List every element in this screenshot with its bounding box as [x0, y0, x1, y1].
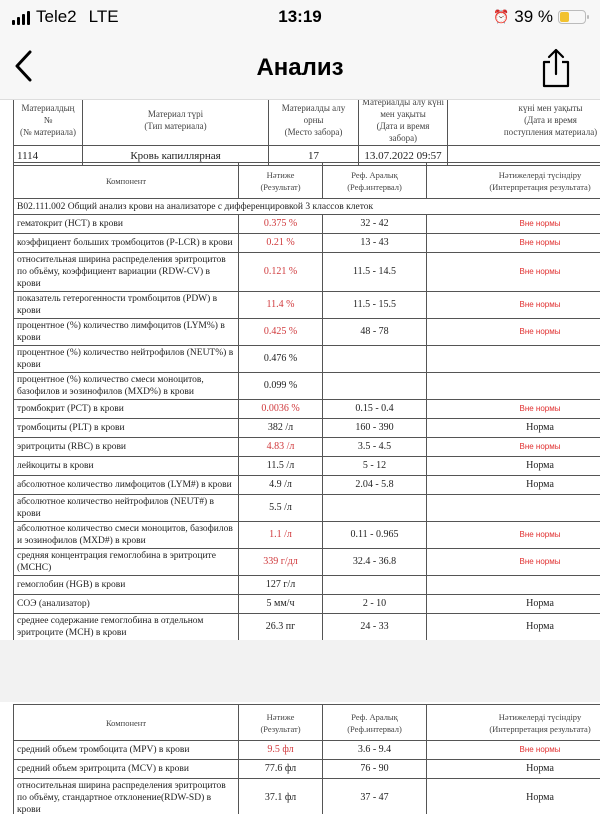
document-page-2[interactable]: [0, 702, 600, 814]
table-row: [14, 346, 600, 373]
component-name: среднее содержание гемоглобина в отдельном эритроците (MCH) в крови: [14, 614, 239, 641]
table-row: [14, 253, 600, 292]
reference-range: 0.15 - 0.4: [323, 400, 427, 419]
component-name: средний объем тромбоцита (MPV) в крови: [14, 741, 239, 760]
reference-range: [323, 495, 427, 522]
results-table-2: [13, 704, 600, 814]
navigation-bar: [0, 34, 600, 100]
column-header: Нәтиже (Результат): [239, 705, 323, 741]
reference-range: 76 - 90: [323, 760, 427, 779]
material-value-cell: 13.07.2022 09:57: [359, 146, 448, 166]
result-value: 0.425 %: [239, 319, 323, 346]
interpretation: [427, 576, 600, 595]
component-name: средняя концентрация гемоглобина в эритроците (MCHC): [14, 549, 239, 576]
component-name: средний объем эритроцита (MCV) в крови: [14, 760, 239, 779]
reference-range: 0.11 - 0.965: [323, 522, 427, 549]
reference-range: 3.5 - 4.5: [323, 438, 427, 457]
table-row: [14, 215, 600, 234]
component-name: эритроциты (RBC) в крови: [14, 438, 239, 457]
interpretation: Вне нормы: [427, 319, 600, 346]
component-name: лейкоциты в крови: [14, 457, 239, 476]
page-title: Анализ: [256, 54, 344, 81]
column-header: Нәтиже (Результат): [239, 163, 323, 199]
interpretation: Норма: [427, 760, 600, 779]
result-value: 1.1 /л: [239, 522, 323, 549]
component-name: гематокрит (HCT) в крови: [14, 215, 239, 234]
battery-icon: [558, 10, 586, 24]
reference-range: 11.5 - 15.5: [323, 292, 427, 319]
carrier: Tele2: [36, 7, 77, 26]
reference-range: 2.04 - 5.8: [323, 476, 427, 495]
table-row: [14, 476, 600, 495]
result-value: 0.375 %: [239, 215, 323, 234]
page-separator: [0, 640, 600, 702]
material-header-cell: Материалды алу орны (Место забора): [269, 100, 359, 146]
result-value: 339 г/дл: [239, 549, 323, 576]
interpretation: [427, 373, 600, 400]
reference-range: 32.4 - 36.8: [323, 549, 427, 576]
reference-range: 11.5 - 14.5: [323, 253, 427, 292]
material-header-cell: Материалдың № (№ материала): [14, 100, 83, 146]
reference-range: 32 - 42: [323, 215, 427, 234]
interpretation: Норма: [427, 476, 600, 495]
result-value: 0.476 %: [239, 346, 323, 373]
column-header: Компонент: [14, 705, 239, 741]
column-header: Нәтижелерді түсіндіру (Интерпретация результата): [427, 705, 600, 741]
interpretation: Вне нормы: [427, 253, 600, 292]
material-value-cell: Кровь капиллярная: [83, 146, 269, 166]
interpretation: Норма: [427, 595, 600, 614]
reference-range: [323, 346, 427, 373]
table-row: [14, 760, 600, 779]
table-row: [14, 522, 600, 549]
table-row: [14, 495, 600, 522]
result-value: 0.099 %: [239, 373, 323, 400]
interpretation: [427, 346, 600, 373]
material-table: [13, 100, 600, 166]
network-type: LTE: [88, 7, 119, 26]
result-value: 4.9 /л: [239, 476, 323, 495]
alarm-icon: ⏰: [493, 9, 510, 24]
table-row: [14, 576, 600, 595]
table-row: [14, 234, 600, 253]
material-header-cell: күні мен уақыты (Дата и время поступления материала): [448, 100, 600, 146]
result-value: 77.6 фл: [239, 760, 323, 779]
table-row: [14, 457, 600, 476]
material-value-cell: 1114: [14, 146, 83, 166]
reference-range: 37 - 47: [323, 779, 427, 814]
result-value: 11.5 /л: [239, 457, 323, 476]
reference-range: 5 - 12: [323, 457, 427, 476]
result-value: 382 /л: [239, 419, 323, 438]
result-value: 5 мм/ч: [239, 595, 323, 614]
document-view[interactable]: [0, 100, 600, 640]
table-row: [14, 373, 600, 400]
table-row: [14, 319, 600, 346]
component-name: гемоглобин (HGB) в крови: [14, 576, 239, 595]
battery-percent: 39 %: [514, 7, 553, 26]
table-row: [14, 438, 600, 457]
table-row: [14, 549, 600, 576]
table-row: [14, 614, 600, 641]
component-name: СОЭ (анализатор): [14, 595, 239, 614]
material-header-cell: Материалды алу күні мен уақыты (Дата и время забора): [359, 100, 448, 146]
interpretation: Вне нормы: [427, 400, 600, 419]
interpretation: Вне нормы: [427, 215, 600, 234]
interpretation: Вне нормы: [427, 741, 600, 760]
table-row: [14, 400, 600, 419]
component-name: абсолютное количество лимфоцитов (LYM#) в крови: [14, 476, 239, 495]
table-row: [14, 741, 600, 760]
column-header: Нәтижелерді түсіндіру (Интерпретация результата): [427, 163, 600, 199]
table-row: [14, 595, 600, 614]
interpretation: Вне нормы: [427, 522, 600, 549]
reference-range: 13 - 43: [323, 234, 427, 253]
interpretation: Норма: [427, 614, 600, 641]
interpretation: Вне нормы: [427, 438, 600, 457]
result-value: 11.4 %: [239, 292, 323, 319]
reference-range: 24 - 33: [323, 614, 427, 641]
table-row: [14, 292, 600, 319]
component-name: абсолютное количество нейтрофилов (NEUT#) в крови: [14, 495, 239, 522]
component-name: тромбокрит (PCT) в крови: [14, 400, 239, 419]
result-value: 0.21 %: [239, 234, 323, 253]
reference-range: 2 - 10: [323, 595, 427, 614]
result-value: 5.5 /л: [239, 495, 323, 522]
interpretation: Норма: [427, 419, 600, 438]
component-name: процентное (%) количество лимфоцитов (LYM%) в крови: [14, 319, 239, 346]
result-value: 9.5 фл: [239, 741, 323, 760]
share-icon[interactable]: [540, 48, 572, 88]
result-value: 0.0036 %: [239, 400, 323, 419]
component-name: процентное (%) количество смеси моноцитов, базофилов и эозинофилов (MXD%) в крови: [14, 373, 239, 400]
interpretation: [427, 495, 600, 522]
material-header-cell: Материал түрі (Тип материала): [83, 100, 269, 146]
interpretation: Норма: [427, 457, 600, 476]
interpretation: Вне нормы: [427, 549, 600, 576]
component-name: коэффициент больших тромбоцитов (P-LCR) в крови: [14, 234, 239, 253]
reference-range: 160 - 390: [323, 419, 427, 438]
clock: 13:19: [278, 7, 322, 26]
result-value: 0.121 %: [239, 253, 323, 292]
component-name: абсолютное количество смеси моноцитов, базофилов и эозинофилов (MXD#) в крови: [14, 522, 239, 549]
column-header: Реф. Аралық (Реф.интервал): [323, 163, 427, 199]
result-value: 4.83 /л: [239, 438, 323, 457]
material-value-cell: 17: [269, 146, 359, 166]
column-header: Реф. Аралық (Реф.интервал): [323, 705, 427, 741]
reference-range: [323, 373, 427, 400]
status-bar: [0, 0, 600, 34]
table-row: [14, 419, 600, 438]
reference-range: 48 - 78: [323, 319, 427, 346]
result-value: 37.1 фл: [239, 779, 323, 814]
reference-range: 3.6 - 9.4: [323, 741, 427, 760]
component-name: показатель гетерогенности тромбоцитов (PDW) в крови: [14, 292, 239, 319]
component-name: относительная ширина распределения эритроцитов по объёму, стандартное отклонение(RDW-SD) в крови: [14, 779, 239, 814]
interpretation: Вне нормы: [427, 234, 600, 253]
result-value: 26.3 пг: [239, 614, 323, 641]
column-header: Компонент: [14, 163, 239, 199]
results-table: [13, 162, 600, 640]
component-name: процентное (%) количество нейтрофилов (NEUT%) в крови: [14, 346, 239, 373]
section-title: B02.111.002 Общий анализ крови на анализаторе с дифференцировкой 3 классов клеток: [14, 199, 600, 215]
reference-range: [323, 576, 427, 595]
interpretation: Норма: [427, 779, 600, 814]
result-value: 127 г/л: [239, 576, 323, 595]
interpretation: Вне нормы: [427, 292, 600, 319]
component-name: тромбоциты (PLT) в крови: [14, 419, 239, 438]
table-row: [14, 779, 600, 814]
component-name: относительная ширина распределения эритроцитов по объёму, коэффициент вариации (RDW-CV) в крови: [14, 253, 239, 292]
